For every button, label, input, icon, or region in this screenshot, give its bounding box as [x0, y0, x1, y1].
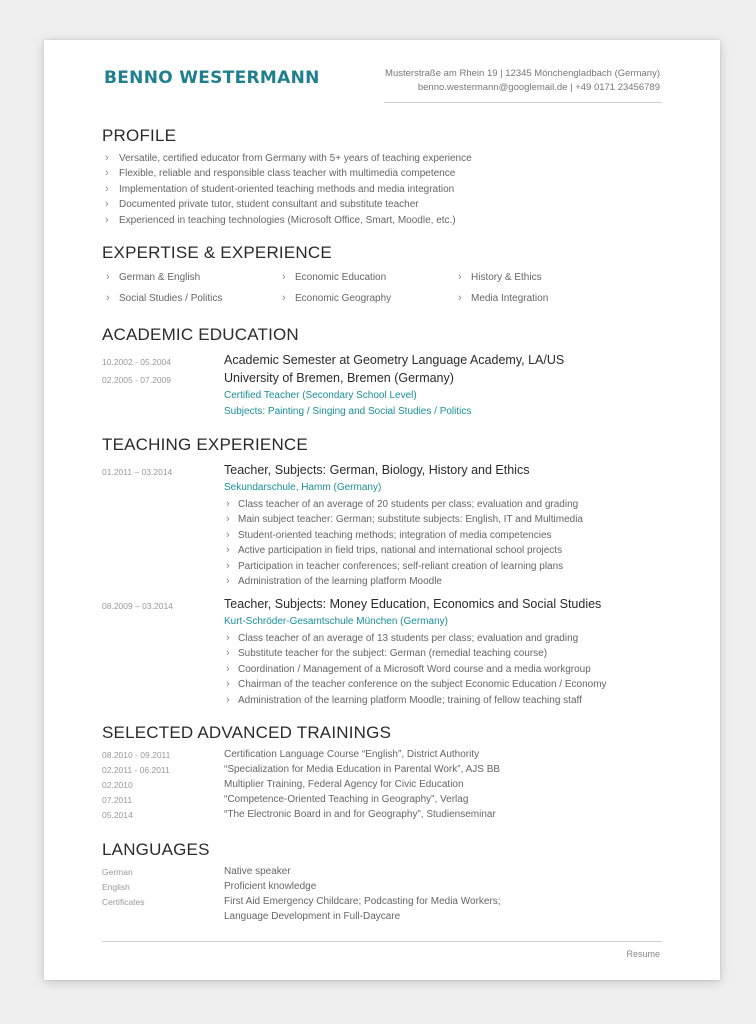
footer-label: Resume: [626, 949, 660, 959]
header-divider: [384, 102, 662, 103]
training-date: 02.2010: [102, 780, 133, 790]
job-school: Kurt-Schröder-Gesamtschule München (Germany): [224, 616, 448, 627]
training-title: Certification Language Course “English”, District Authority: [224, 749, 480, 760]
education-heading: ACADEMIC EDUCATION: [102, 325, 299, 344]
entry-date: 02.2005 - 07.2009: [102, 375, 172, 385]
certification: Certified Teacher (Secondary School Level): [224, 390, 417, 401]
training-date: 08.2010 - 09.2011: [102, 750, 171, 760]
duty-item: › Chairman of the teacher conference on the subject Economic Education / Economy: [224, 677, 607, 692]
profile-item: › Experienced in teaching technologies (Microsoft Office, Smart, Moodle, etc.): [102, 213, 472, 228]
profile-item: › Versatile, certified educator from Germany with 5+ years of teaching experience: [102, 151, 472, 166]
expertise-item: › Media Integration: [454, 293, 548, 304]
language-label: German: [102, 867, 133, 877]
training-date: 05.2014: [102, 810, 133, 820]
duty-item: › Coordination / Management of a Microsoft Word course and a media workgroup: [224, 662, 607, 677]
footer-divider: [102, 941, 662, 942]
expertise-item: › Economic Geography: [278, 293, 391, 304]
profile-item: › Implementation of student-oriented teaching methods and media integration: [102, 182, 472, 197]
entry-title: University of Bremen, Bremen (Germany): [224, 371, 454, 385]
language-level: Native speaker: [224, 866, 291, 877]
duty-item: › Administration of the learning platform Moodle; training of fellow teaching staff: [224, 693, 607, 708]
language-label: Certificates: [102, 897, 145, 907]
profile-item: › Documented private tutor, student consultant and substitute teacher: [102, 197, 472, 212]
training-date: 02.2011 - 06.2011: [102, 765, 170, 775]
expertise-item: › Economic Education: [278, 272, 386, 283]
training-title: “Competence-Oriented Teaching in Geography”, Verlag: [224, 794, 469, 805]
duty-item: › Participation in teacher conferences; self-reliant creation of learning plans: [224, 559, 583, 574]
certificates-text: First Aid Emergency Childcare; Podcasting for Media Workers;: [224, 896, 501, 907]
duty-item: › Class teacher of an average of 13 students per class; evaluation and grading: [224, 631, 607, 646]
resume-page: [44, 40, 720, 980]
profile-heading: PROFILE: [102, 126, 177, 145]
language-level: Proficient knowledge: [224, 881, 317, 892]
job-school: Sekundarschule, Hamm (Germany): [224, 482, 382, 493]
teaching-heading: TEACHING EXPERIENCE: [102, 435, 308, 454]
language-label: English: [102, 882, 130, 892]
duty-item: › Main subject teacher: German; substitute subjects: English, IT and Multimedia: [224, 512, 583, 527]
duty-item: › Student-oriented teaching methods; integration of media competencies: [224, 528, 583, 543]
job-title: Teacher, Subjects: Money Education, Economics and Social Studies: [224, 597, 602, 611]
entry-title: Academic Semester at Geometry Language Academy, LA/US: [224, 353, 565, 367]
job-date: 01.2011 – 03.2014: [102, 467, 173, 477]
duty-item: › Active participation in field trips, national and international school projects: [224, 543, 583, 558]
trainings-heading: SELECTED ADVANCED TRAININGS: [102, 723, 392, 742]
training-title: Multiplier Training, Federal Agency for Civic Education: [224, 779, 464, 790]
expertise-item: › History & Ethics: [454, 272, 542, 283]
job-duties: [224, 631, 607, 708]
expertise-heading: EXPERTISE & EXPERIENCE: [102, 243, 332, 262]
expertise-item: › Social Studies / Politics: [102, 293, 222, 304]
profile-item: › Flexible, reliable and responsible class teacher with multimedia competence: [102, 166, 472, 181]
job-date: 08.2009 – 03.2014: [102, 601, 173, 611]
job-title: Teacher, Subjects: German, Biology, History and Ethics: [224, 463, 530, 477]
duty-item: › Class teacher of an average of 20 students per class; evaluation and grading: [224, 497, 583, 512]
candidate-name: BENNO WESTERMANN: [104, 68, 320, 88]
training-title: “The Electronic Board in and for Geography”, Studienseminar: [224, 809, 496, 820]
entry-date: 10.2002 - 05.2004: [102, 357, 172, 367]
training-date: 07.2011: [102, 795, 133, 805]
email-phone-line: benno.westermann@googlemail.de | +49 0171 23456789: [417, 82, 660, 93]
job-duties: [224, 497, 583, 589]
duty-item: › Substitute teacher for the subject: German (remedial teaching course): [224, 646, 607, 661]
certificates-text-line2: Language Development in Full-Daycare: [224, 911, 401, 922]
profile-list: [102, 151, 472, 228]
expertise-item: › German & English: [102, 272, 200, 283]
contact-block: [385, 67, 660, 95]
duty-item: › Administration of the learning platform Moodle: [224, 574, 583, 589]
address-line: Musterstraße am Rhein 19 | 12345 Mönchengladbach (Germany): [385, 68, 660, 79]
training-title: “Specialization for Media Education in Parental Work”, AJS BB: [224, 764, 501, 775]
languages-heading: LANGUAGES: [102, 840, 210, 859]
subjects: Subjects: Painting / Singing and Social Studies / Politics: [224, 406, 472, 417]
